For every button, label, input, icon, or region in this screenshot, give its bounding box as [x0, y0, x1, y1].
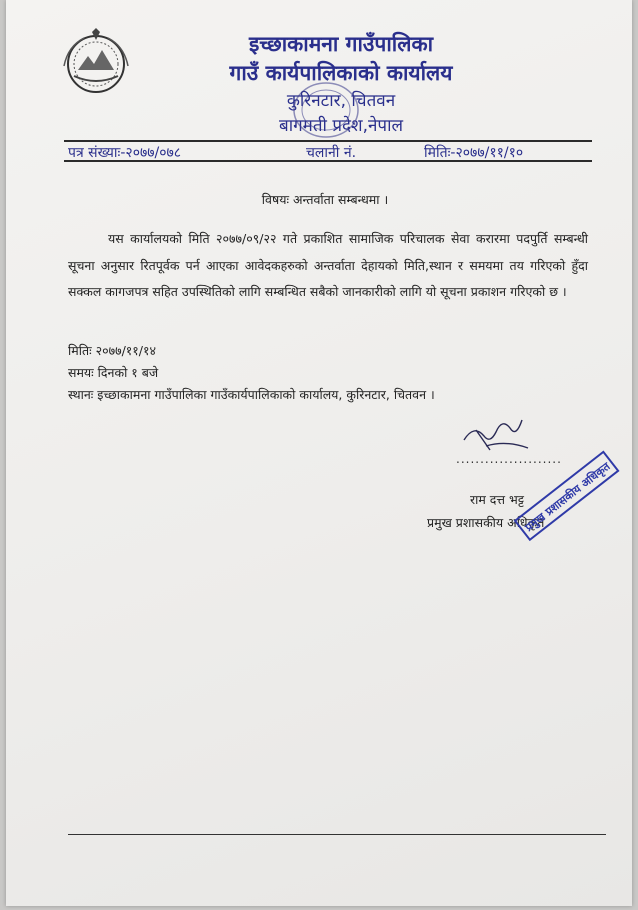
dispatch-number: चलानी नं.: [306, 145, 357, 161]
header-office: गाउँ कार्यपालिकाको कार्यालय: [229, 61, 453, 85]
header-province: बागमती प्रदेश,नेपाल: [278, 116, 404, 136]
interview-time: समयः दिनको १ बजे: [68, 365, 159, 380]
officer-stamp-text: प्रमुख प्रशासकीय अधिकृत: [522, 459, 613, 535]
letter-paper: [6, 0, 632, 906]
letter-reference-number: पत्र संख्याः-२०७७/०७८: [68, 145, 182, 161]
officer-stamp-icon: [506, 440, 626, 550]
office-seal-icon: [291, 80, 361, 140]
government-emblem-icon: [56, 26, 136, 98]
header-municipality: इच्छाकामना गाउँपालिका: [248, 32, 434, 56]
interview-date: मितिः २०७७/११/१४: [68, 343, 156, 358]
interview-place: स्थानः इच्छाकामना गाउँपालिका गाउँकार्यपालिकाको कार्यालय, कुरिनटार, चितवन ।: [68, 387, 435, 402]
signature-line: ......................: [456, 452, 562, 466]
header-location: कुरिनटार, चितवन: [286, 91, 396, 111]
signer-title: प्रमुख प्रशासकीय अधिकृत: [427, 515, 545, 530]
letter-body: यस कार्यालयको मिति २०७७/०९/२२ गते प्रकाशित सामाजिक परिचालक सेवा करारमा पदपुर्ति सम्बन्धी सूचना अनुसार रितपूर्वक पर्न आएका आवेदकहरुको अन्तर्वाता देहायको मिति,स्थान र समयमा तय गरिएको हुँदा सक्कल कागजपत्र सहित उपस्थितिको लागि सम्बन्धित सबैको जानकारीको लागि यो सूचना प्रकाशन गरिएको छ ।: [68, 231, 588, 299]
footer-divider: [68, 834, 606, 835]
signer-name: राम दत्त भट्ट: [470, 492, 524, 507]
letter-date: मितिः-२०७७/११/१०: [424, 145, 524, 161]
reference-divider: [64, 160, 592, 162]
header-divider: [64, 140, 592, 142]
letter-subject: विषयः अन्तर्वाता सम्बन्धमा ।: [261, 192, 389, 207]
